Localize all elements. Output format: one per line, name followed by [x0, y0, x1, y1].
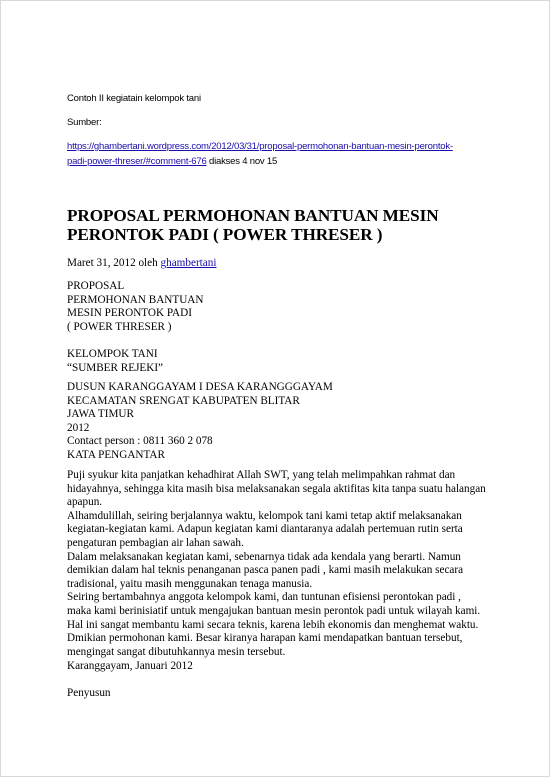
byline-prefix: Maret 31, 2012 oleh: [67, 257, 161, 269]
body-text: [67, 469, 497, 659]
author-link[interactable]: ghambertani: [160, 257, 217, 269]
body-line: Puji syukur kita panjatkan kehadhirat Allah SWT, yang telah melimpahkan rahmat dan: [67, 469, 456, 481]
cover-line: PERMOHONAN BANTUAN: [67, 293, 204, 306]
source-link-part1[interactable]: https://ghambertani.wordpress.com/2012/03/31/proposal-permohonan-bantuan-mesin-perontok-: [67, 141, 453, 152]
address-line: DUSUN KARANGGAYAM I DESA KARANGGGAYAM: [67, 381, 333, 393]
body-line: Seiring bertambahnya anggota kelompok kami, dan tuntunan efisiensi perontokan padi ,: [67, 591, 461, 604]
cover-block: [67, 280, 497, 334]
body-line: pengaturan pembagian air lahan sawah.: [67, 536, 244, 549]
body-line: Dmikian permohonan kami. Besar kiranya harapan kami mendapatkan bantuan tersebut,: [67, 632, 463, 645]
source-label: Sumber:: [67, 117, 102, 128]
cover-line: ( POWER THRESER ): [67, 320, 172, 333]
source-link-part2[interactable]: padi-power-threser/#comment-676: [67, 155, 207, 167]
closing-line: Penyusun: [67, 687, 111, 699]
title-line-1: PROPOSAL PERMOHONAN BANTUAN MESIN: [67, 206, 439, 225]
source-label-block: [67, 117, 497, 128]
group-line: KELOMPOK TANI: [67, 348, 158, 360]
group-block: [67, 348, 497, 375]
intro-text: [67, 93, 497, 104]
address-line: 2012: [67, 421, 90, 434]
place-date-line: Karanggayam, Januari 2012: [67, 660, 193, 672]
accessed-note: diakses 4 nov 15: [206, 155, 278, 167]
byline: [67, 257, 497, 271]
body-line: mengingat sangat dibutuhkannya mesin tersebut.: [67, 645, 286, 658]
body-line: maka kami berinisiatif untuk mengajukan bantuan mesin perontok padi untuk wilayah kami.: [67, 604, 481, 617]
intro-line: Contoh II kegiatain kelompok tani: [67, 93, 201, 104]
body-line: apapun.: [67, 496, 103, 509]
body-line: Dalam melaksanakan kegiatan kami, sebenarnya tidak ada kendala yang berarti. Namun: [67, 550, 461, 563]
cover-line: MESIN PERONTOK PADI: [67, 307, 192, 320]
article-title: [67, 206, 497, 244]
address-line: Contact person : 0811 360 2 078: [67, 435, 213, 448]
cover-line: PROPOSAL: [67, 280, 125, 292]
group-line: “SUMBER REJEKI”: [67, 361, 164, 374]
section-heading: KATA PENGANTAR: [67, 448, 165, 461]
address-line: KECAMATAN SRENGAT KABUPATEN BLITAR: [67, 394, 300, 407]
place-date: [67, 660, 497, 674]
address-block: [67, 381, 497, 463]
body-line: tradisional, yaitu masih menggunakan tenaga manusia.: [67, 577, 313, 590]
body-line: Alhamdulillah, seiring berjalannya waktu, kelompok tani kami tetap aktif melaksanakan: [67, 509, 462, 522]
body-line: hidayahnya, sehingga kita masih bisa melaksanakan segala aktifitas kita tanpa suatu halangan: [67, 482, 486, 495]
body-line: Hal ini sangat membantu kami secara teknis, karena lebih ekonomis dan menghemat waktu.: [67, 618, 479, 631]
body-line: kegiatan-kegiatan kami. Adapun kegiatan kami diantaranya adalah pertemuan rutin serta: [67, 523, 463, 536]
source-block: [67, 140, 497, 169]
title-line-2: PERONTOK PADI ( POWER THRESER ): [67, 225, 383, 244]
body-line: demikian dalam hal teknis penanganan pasca panen padi , kami masih melakukan secara: [67, 564, 464, 577]
address-line: JAWA TIMUR: [67, 408, 134, 421]
closing: [67, 687, 497, 701]
